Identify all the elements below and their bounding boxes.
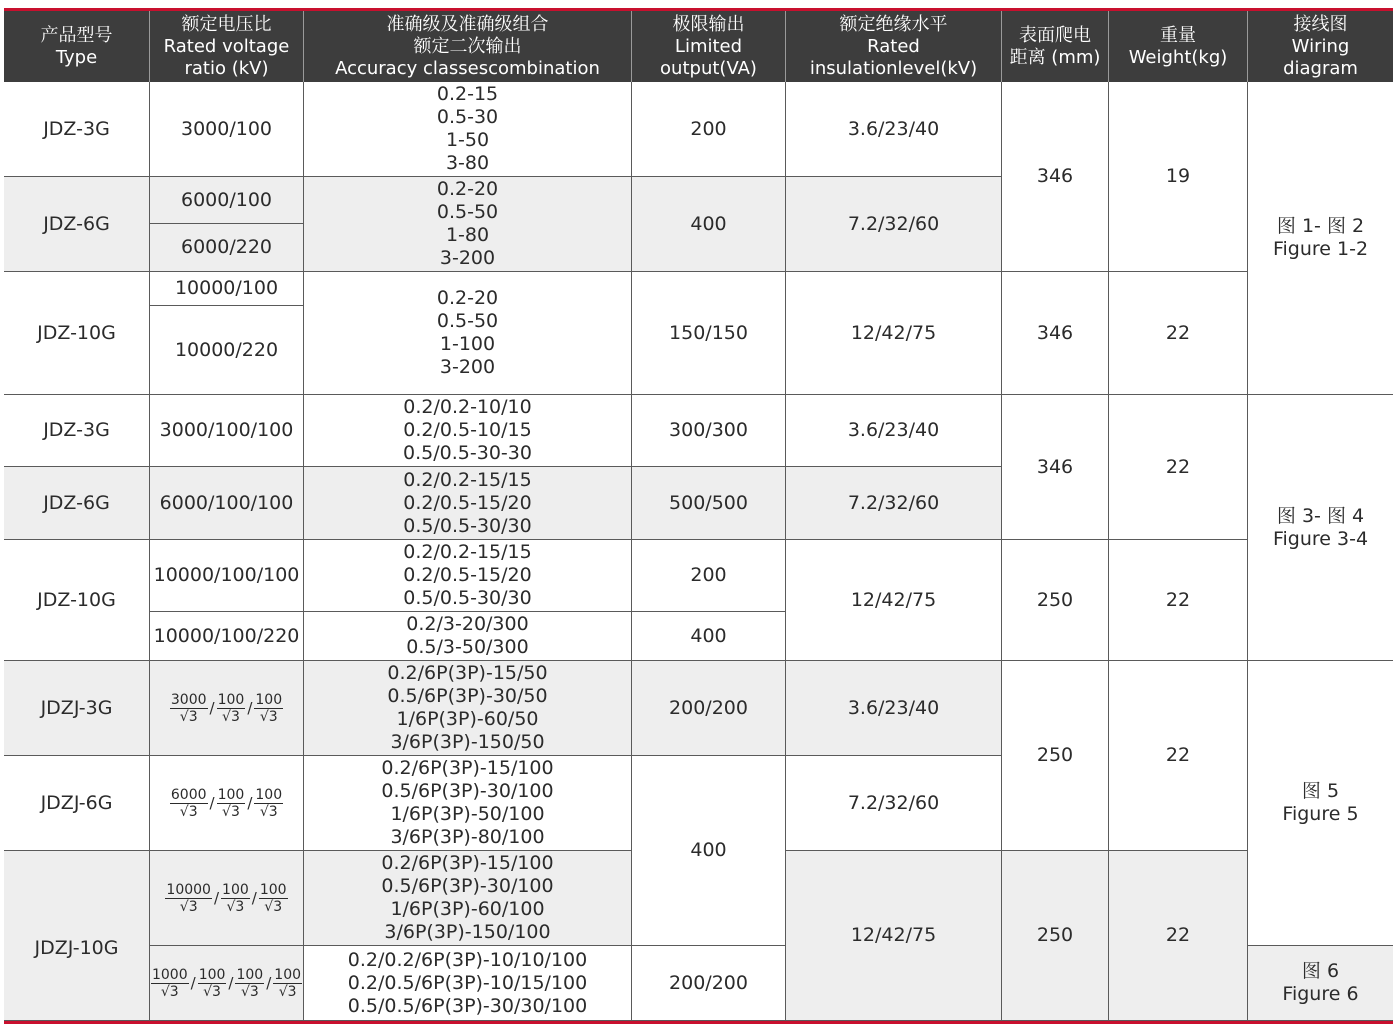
- accuracy-line: 0.2/6P(3P)-15/50: [387, 662, 548, 684]
- cell-creepage: 250: [1002, 661, 1109, 851]
- header-wiring-en1: Wiring: [1291, 35, 1350, 57]
- accuracy-line: 0.5-50: [436, 310, 499, 332]
- bottom-rule: [4, 1021, 1393, 1024]
- header-weight: [1109, 11, 1248, 82]
- accuracy-line: 0.2/3-20/300: [406, 613, 529, 635]
- header-type-cn: 产品型号: [40, 24, 113, 46]
- cell-type: JDZ-3G: [4, 395, 150, 467]
- accuracy-line: 3/6P(3P)-80/100: [390, 826, 545, 848]
- numerator: 100: [217, 786, 245, 803]
- header-accuracy-cn1: 准确级及准确级组合: [386, 13, 549, 35]
- accuracy-line: 0.2/0.5-15/20: [403, 491, 532, 514]
- cell-accuracy: [304, 946, 632, 1021]
- header-insulation-en1: Rated: [867, 35, 920, 57]
- header-insulation: [786, 11, 1002, 82]
- cell-creepage: 346: [1002, 395, 1109, 540]
- denominator: √3: [203, 983, 221, 1000]
- accuracy-line: 0.2/0.5/6P(3P)-10/15/100: [347, 971, 588, 994]
- accuracy-line: 3-80: [445, 152, 490, 174]
- cell-accuracy: [304, 756, 632, 851]
- numerator: 100: [259, 881, 287, 898]
- accuracy-line: 0.5/6P(3P)-30/100: [381, 875, 554, 897]
- ratio-fraction: $\frac{1000}{√3}$ / $\frac{100}{√3}$ / $\frac{100}{√3}$ / $\frac{100}{√3}$: [151, 966, 302, 1000]
- accuracy-line: 0.5/0.5/6P(3P)-30/30/100: [347, 994, 588, 1017]
- accuracy-line: 0.5/6P(3P)-30/100: [381, 780, 554, 802]
- spec-table: [4, 11, 1393, 1021]
- header-creepage-cn: 表面爬电: [1019, 24, 1091, 46]
- denominator: √3: [179, 708, 198, 725]
- accuracy-line: 0.5-30: [436, 106, 499, 128]
- cell-ratio-fraction: [150, 851, 304, 946]
- numerator: 100: [198, 966, 226, 983]
- cell-accuracy: [304, 851, 632, 946]
- cell-accuracy: [304, 612, 632, 661]
- cell-limited: 400: [632, 177, 786, 272]
- cell-limited: 400: [632, 756, 786, 946]
- accuracy-line: 1/6P(3P)-50/100: [390, 803, 545, 825]
- accuracy-line: 0.2/0.2-10/10: [403, 396, 532, 418]
- accuracy-line: 1/6P(3P)-60/50: [396, 708, 539, 730]
- cell-ratio: 10000/220: [150, 306, 304, 395]
- cell-type: JDZ-10G: [4, 540, 150, 661]
- header-weight-en: Weight(kg): [1128, 46, 1228, 68]
- wiring-en: Figure 6: [1282, 983, 1359, 1005]
- cell-ratio: 10000/100: [150, 272, 304, 306]
- denominator: √3: [264, 898, 283, 915]
- accuracy-line: 0.5/3-50/300: [406, 636, 529, 658]
- denominator: √3: [278, 983, 297, 1000]
- denominator: √3: [222, 803, 240, 820]
- cell-ratio-fraction: [150, 946, 304, 1021]
- wiring-en: Figure 5: [1282, 803, 1359, 825]
- cell-weight: 22: [1109, 540, 1248, 661]
- cell-limited: 500/500: [632, 467, 786, 540]
- cell-insulation: 12/42/75: [786, 851, 1002, 1021]
- cell-accuracy: [304, 395, 632, 467]
- numerator: 100: [236, 966, 264, 983]
- cell-wiring: [1248, 661, 1393, 946]
- cell-weight: 22: [1109, 661, 1248, 851]
- cell-insulation: 3.6/23/40: [786, 395, 1002, 467]
- accuracy-line: 0.5/0.5-30/30: [403, 587, 532, 609]
- cell-ratio: 3000/100/100: [150, 395, 304, 467]
- cell-type: JDZ-6G: [4, 467, 150, 540]
- accuracy-line: 3/6P(3P)-150/100: [384, 921, 551, 943]
- cell-accuracy: [304, 82, 632, 177]
- cell-ratio: 6000/100/100: [150, 467, 304, 540]
- denominator: √3: [259, 803, 278, 820]
- accuracy-line: 0.5/0.5-30-30: [403, 442, 532, 464]
- denominator: √3: [222, 708, 240, 725]
- header-creepage-en: 距离 (mm): [1009, 46, 1101, 68]
- accuracy-line: 1-100: [439, 333, 496, 355]
- cell-accuracy: [304, 661, 632, 756]
- accuracy-line: 0.2/0.5-10/15: [403, 419, 532, 441]
- accuracy-line: 0.2/0.5-15/20: [403, 564, 532, 586]
- cell-ratio: 3000/100: [150, 82, 304, 177]
- cell-ratio-fraction: [150, 661, 304, 756]
- cell-ratio: 6000/100: [150, 177, 304, 224]
- cell-weight: 19: [1109, 82, 1248, 272]
- header-ratio-en2: ratio (kV): [184, 57, 269, 79]
- header-wiring: [1248, 11, 1393, 82]
- wiring-cn: 图 5: [1301, 780, 1340, 802]
- header-accuracy-cn2: 额定二次输出: [413, 35, 522, 57]
- header-limited-en1: Limited: [674, 35, 743, 57]
- header-accuracy-en: Accuracy classescombination: [335, 57, 600, 79]
- cell-wiring: [1248, 82, 1393, 395]
- denominator: √3: [240, 983, 259, 1000]
- cell-creepage: 346: [1002, 82, 1109, 272]
- cell-accuracy: [304, 540, 632, 612]
- cell-creepage: 250: [1002, 851, 1109, 1021]
- numerator: 100: [274, 966, 302, 983]
- cell-creepage: 346: [1002, 272, 1109, 395]
- header-wiring-cn: 接线图: [1293, 13, 1348, 35]
- cell-limited: 200: [632, 540, 786, 612]
- cell-type: JDZJ-3G: [4, 661, 150, 756]
- header-type-en: Type: [55, 46, 98, 68]
- accuracy-line: 0.2/0.2-15/15: [403, 468, 532, 491]
- accuracy-line: 1-50: [445, 129, 490, 151]
- cell-accuracy: [304, 177, 632, 272]
- header-wiring-en2: diagram: [1283, 57, 1358, 79]
- cell-type: JDZJ-6G: [4, 756, 150, 851]
- header-ratio: [150, 11, 304, 82]
- cell-ratio: 10000/100/220: [150, 612, 304, 661]
- accuracy-line: 0.2/6P(3P)-15/100: [381, 852, 554, 874]
- numerator: 100: [222, 881, 249, 898]
- header-limited-en2: output(VA): [660, 57, 757, 79]
- cell-insulation: 12/42/75: [786, 272, 1002, 395]
- wiring-en: Figure 3-4: [1272, 527, 1369, 550]
- cell-wiring: [1248, 395, 1393, 661]
- cell-accuracy: [304, 272, 632, 395]
- header-weight-cn: 重量: [1159, 24, 1196, 46]
- cell-limited: 400: [632, 612, 786, 661]
- cell-type: JDZ-6G: [4, 177, 150, 272]
- wiring-cn: 图 1- 图 2: [1276, 215, 1365, 237]
- denominator: √3: [259, 708, 278, 725]
- denominator: √3: [179, 803, 198, 820]
- cell-limited: 200/200: [632, 661, 786, 756]
- numerator: 100: [255, 786, 283, 803]
- accuracy-line: 0.2-20: [436, 178, 499, 200]
- cell-type: JDZ-10G: [4, 272, 150, 395]
- numerator: 10000: [166, 881, 211, 898]
- header-insulation-en2: insulationlevel(kV): [809, 57, 978, 79]
- cell-accuracy: [304, 467, 632, 540]
- cell-insulation: 7.2/32/60: [786, 756, 1002, 851]
- header-type: [4, 11, 150, 82]
- accuracy-line: 0.2/0.2-15/15: [403, 541, 532, 563]
- cell-weight: 22: [1109, 851, 1248, 1021]
- accuracy-line: 3-200: [439, 247, 496, 269]
- cell-limited: 200: [632, 82, 786, 177]
- numerator: 6000: [170, 786, 207, 803]
- ratio-fraction: $\frac{6000}{√3}$ / $\frac{100}{√3}$ / $\frac{100}{√3}$: [170, 786, 283, 820]
- accuracy-line: 3-200: [439, 356, 496, 378]
- cell-weight: 22: [1109, 272, 1248, 395]
- header-limited: [632, 11, 786, 82]
- accuracy-line: 0.5/0.5-30/30: [403, 514, 532, 537]
- cell-ratio-fraction: [150, 756, 304, 851]
- cell-insulation: 3.6/23/40: [786, 661, 1002, 756]
- accuracy-line: 0.2/0.2/6P(3P)-10/10/100: [347, 948, 588, 971]
- cell-insulation: 7.2/32/60: [786, 177, 1002, 272]
- cell-weight: 22: [1109, 395, 1248, 540]
- cell-type: JDZ-3G: [4, 82, 150, 177]
- cell-insulation: 7.2/32/60: [786, 467, 1002, 540]
- ratio-fraction: $\frac{3000}{√3}$ / $\frac{100}{√3}$ / $\frac{100}{√3}$: [170, 691, 283, 725]
- accuracy-line: 0.2-20: [436, 287, 499, 309]
- denominator: √3: [179, 898, 198, 915]
- numerator: 3000: [170, 691, 207, 708]
- cell-ratio: 10000/100/100: [150, 540, 304, 612]
- numerator: 1000: [151, 966, 188, 983]
- accuracy-line: 3/6P(3P)-150/50: [390, 731, 545, 753]
- cell-insulation: 3.6/23/40: [786, 82, 1002, 177]
- cell-creepage: 250: [1002, 540, 1109, 661]
- accuracy-line: 0.2/6P(3P)-15/100: [381, 757, 554, 779]
- header-limited-cn: 极限输出: [672, 13, 745, 35]
- cell-ratio: 6000/220: [150, 224, 304, 272]
- ratio-fraction: $\frac{10000}{√3}$ / $\frac{100}{√3}$ / $\frac{100}{√3}$: [166, 881, 287, 915]
- header-creepage: [1002, 11, 1109, 82]
- header-ratio-cn: 额定电压比: [181, 13, 272, 35]
- wiring-cn: 图 3- 图 4: [1276, 504, 1365, 527]
- accuracy-line: 0.5/6P(3P)-30/50: [387, 685, 548, 707]
- cell-type: JDZJ-10G: [4, 851, 150, 1021]
- denominator: √3: [160, 983, 179, 1000]
- header-accuracy: [304, 11, 632, 82]
- numerator: 100: [217, 691, 245, 708]
- cell-insulation: 12/42/75: [786, 540, 1002, 661]
- accuracy-line: 0.2-15: [436, 83, 499, 105]
- numerator: 100: [255, 691, 283, 708]
- cell-limited: 300/300: [632, 395, 786, 467]
- wiring-en: Figure 1-2: [1272, 238, 1369, 260]
- cell-wiring: [1248, 946, 1393, 1021]
- cell-limited: 200/200: [632, 946, 786, 1021]
- header-ratio-en1: Rated voltage: [163, 35, 290, 57]
- accuracy-line: 1/6P(3P)-60/100: [390, 898, 545, 920]
- denominator: √3: [226, 898, 245, 915]
- cell-limited: 150/150: [632, 272, 786, 395]
- header-insulation-cn: 额定绝缘水平: [839, 13, 948, 35]
- wiring-cn: 图 6: [1301, 960, 1340, 982]
- accuracy-line: 1-80: [445, 224, 490, 246]
- accuracy-line: 0.5-50: [436, 201, 499, 223]
